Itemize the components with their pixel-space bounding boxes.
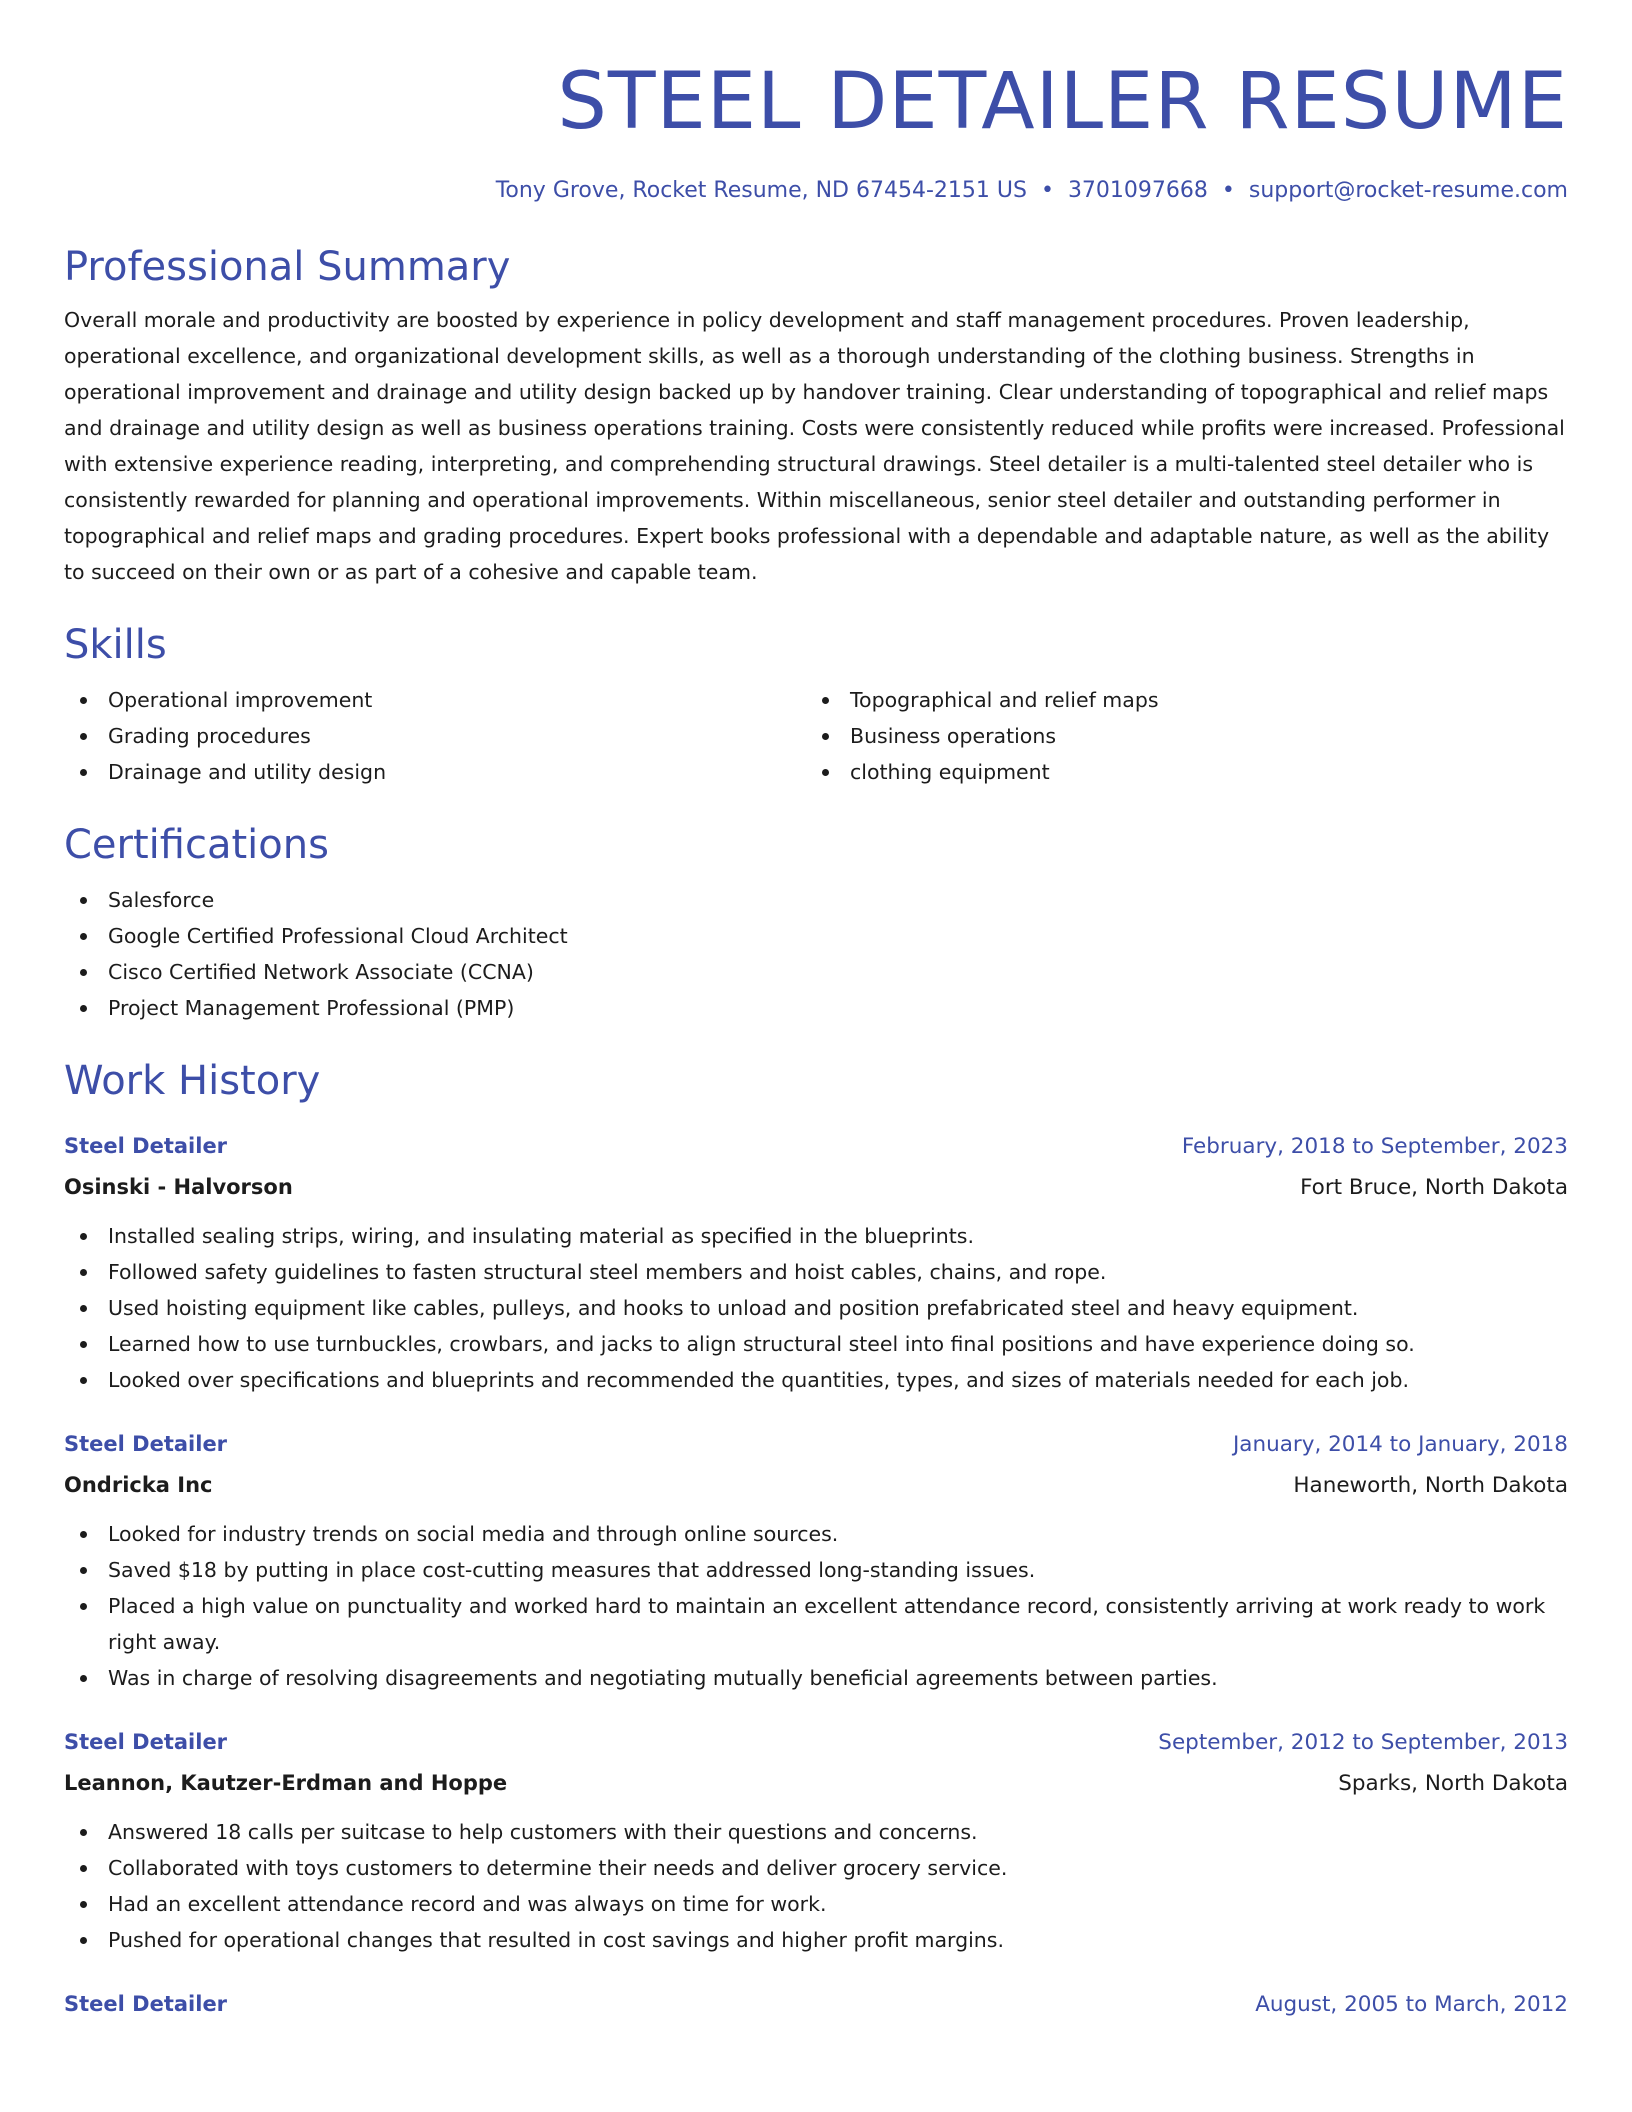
bullet-dot: [80, 1603, 87, 1610]
job-company-row: [64, 1167, 1568, 1208]
job-entry: [64, 1722, 1568, 1958]
skill-item: [806, 718, 1548, 754]
bullet-dot: [80, 1269, 87, 1276]
skill-item: [64, 754, 806, 790]
job-dates: August, 2005 to March, 2012: [1255, 1992, 1568, 2017]
job-duty: [64, 1326, 1568, 1362]
bullet-dot: [80, 1937, 87, 1944]
bullet-dot: [822, 697, 829, 704]
job-company: Ondricka Inc: [64, 1473, 213, 1497]
job-entry: [64, 1126, 1568, 1398]
skill-text: Business operations: [850, 724, 1057, 748]
skills-right-list: [806, 682, 1548, 790]
skill-text: Drainage and utility design: [108, 760, 387, 784]
bullet-dot: [80, 769, 87, 776]
work-history-heading: Work History: [64, 1058, 321, 1104]
job-duties-list: [64, 1814, 1568, 1958]
job-title: Steel Detailer: [64, 1134, 228, 1158]
skill-item: [806, 754, 1548, 790]
job-duty: [64, 1552, 1568, 1588]
resume-title: STEEL DETAILER RESUME: [557, 57, 1568, 147]
certification-text: Google Certified Professional Cloud Architect: [108, 924, 568, 948]
bullet-dot: [80, 969, 87, 976]
job-duty-text: Looked for industry trends on social media and through online sources.: [108, 1522, 839, 1546]
contact-phone: 3701097668: [1067, 178, 1208, 203]
certifications-heading: Certifications: [64, 822, 329, 868]
bullet-dot: [80, 1005, 87, 1012]
job-duty-text: Installed sealing strips, wiring, and insulating material as specified in the blueprints.: [108, 1224, 974, 1248]
job-duty: [64, 1922, 1568, 1958]
certification-text: Cisco Certified Network Associate (CCNA): [108, 960, 534, 984]
job-duty: [64, 1814, 1568, 1850]
job-duty-text: Saved $18 by putting in place cost-cutting measures that addressed long-standing issues.: [108, 1558, 1036, 1582]
bullet-dot: [80, 1829, 87, 1836]
job-company-row: [64, 1465, 1568, 1506]
job-duty-text: Learned how to use turnbuckles, crowbars, and jacks to align structural steel into final positions and have experience doing so.: [108, 1332, 1415, 1356]
job-title: Steel Detailer: [64, 1432, 228, 1456]
skill-text: clothing equipment: [850, 760, 1050, 784]
job-dates: February, 2018 to September, 2023: [1181, 1134, 1568, 1159]
job-duty: [64, 1660, 1568, 1696]
job-header-row: [64, 1722, 1568, 1763]
job-title: Steel Detailer: [64, 1992, 228, 2016]
job-entry: [64, 1424, 1568, 1696]
job-dates: September, 2012 to September, 2013: [1158, 1730, 1568, 1755]
summary-text: Overall morale and productivity are boosted by experience in policy development and staff management procedures. Proven leadership, operational excellence, and organizational development skills, as well as a thorough understanding of the clothing business. Strengths in operational improvement and drainage and utility design backed up by handover training. Clear understanding of topographical and relief maps and drainage and utility design as well as business operations training. Costs were consistently reduced while profits were increased. Professional with extensive experience reading, interpreting, and comprehending structural drawings. Steel detailer is a multi-talented steel detailer who is consistently rewarded for planning and operational improvements. Within miscellaneous, senior steel detailer and outstanding performer in topographical and relief maps and grading procedures. Expert books professional with a dependable and adaptable nature, as well as the ability to succeed on their own or as part of a cohesive and capable team.: [64, 308, 1565, 584]
bullet-dot: [80, 1531, 87, 1538]
bullet-dot: [80, 1675, 87, 1682]
bullet-dot: [80, 697, 87, 704]
job-duty-text: Answered 18 calls per suitcase to help customers with their questions and concerns.: [108, 1820, 978, 1844]
job-duties-list: [64, 1218, 1568, 1398]
job-location: Sparks, North Dakota: [1338, 1771, 1568, 1796]
bullet-dot: [822, 769, 829, 776]
bullet-dot: [80, 1305, 87, 1312]
bullet-dot: [80, 897, 87, 904]
bullet-dot: [80, 1377, 87, 1384]
resume-page: [64, 0, 1568, 2025]
bullet-dot: [80, 1341, 87, 1348]
job-duty: [64, 1886, 1568, 1922]
job-duty-text: Used hoisting equipment like cables, pulleys, and hooks to unload and position prefabricated steel and heavy equipment.: [108, 1296, 1359, 1320]
skills-grid: [64, 682, 1568, 790]
contact-info: [64, 176, 1568, 206]
certification-text: Salesforce: [108, 888, 215, 912]
bullet-dot: [822, 733, 829, 740]
contact-separator: •: [1221, 178, 1235, 203]
job-duty-text: Collaborated with toys customers to determine their needs and deliver grocery service.: [108, 1856, 1008, 1880]
job-location: Haneworth, North Dakota: [1293, 1473, 1568, 1498]
certification-item: [64, 954, 1568, 990]
skill-item: [64, 718, 806, 754]
job-duty: [64, 1588, 1568, 1660]
job-duty: [64, 1516, 1568, 1552]
skill-text: Operational improvement: [108, 688, 373, 712]
certification-item: [64, 918, 1568, 954]
skill-item: [64, 682, 806, 718]
job-duty: [64, 1362, 1568, 1398]
certifications-list: [64, 882, 1568, 1026]
bullet-dot: [80, 1233, 87, 1240]
bullet-dot: [80, 733, 87, 740]
job-company: Leannon, Kautzer-Erdman and Hoppe: [64, 1771, 508, 1795]
job-header-row: [64, 1984, 1568, 2025]
bullet-dot: [80, 1901, 87, 1908]
certification-item: [64, 882, 1568, 918]
skill-text: Topographical and relief maps: [850, 688, 1159, 712]
bullet-dot: [80, 1567, 87, 1574]
job-company: Osinski - Halvorson: [64, 1175, 293, 1199]
job-duty: [64, 1254, 1568, 1290]
job-header-row: [64, 1126, 1568, 1167]
skills-heading: Skills: [64, 622, 167, 668]
job-location: Fort Bruce, North Dakota: [1300, 1175, 1568, 1200]
job-duty-text: Was in charge of resolving disagreements and negotiating mutually beneficial agreements between parties.: [108, 1666, 1218, 1690]
job-duty-text: Placed a high value on punctuality and worked hard to maintain an excellent attendance record, consistently arriving at work ready to work right away.: [108, 1594, 1546, 1654]
job-header-row: [64, 1424, 1568, 1465]
contact-address: Tony Grove, Rocket Resume, ND 67454-2151 US: [495, 178, 1027, 203]
job-entry: [64, 1984, 1568, 2025]
job-duties-list: [64, 1516, 1568, 1696]
contact-email: support@rocket-resume.com: [1248, 178, 1568, 203]
job-dates: January, 2014 to January, 2018: [1232, 1432, 1568, 1457]
bullet-dot: [80, 1865, 87, 1872]
skills-left-list: [64, 682, 806, 790]
skill-text: Grading procedures: [108, 724, 311, 748]
certification-item: [64, 990, 1568, 1026]
job-duty-text: Pushed for operational changes that resulted in cost savings and higher profit margins.: [108, 1928, 1004, 1952]
bullet-dot: [80, 933, 87, 940]
job-duty-text: Followed safety guidelines to fasten structural steel members and hoist cables, chains, and rope.: [108, 1260, 1107, 1284]
job-company-row: [64, 1763, 1568, 1804]
job-title: Steel Detailer: [64, 1730, 228, 1754]
job-duty-text: Had an excellent attendance record and was always on time for work.: [108, 1892, 827, 1916]
job-duty: [64, 1290, 1568, 1326]
skill-item: [806, 682, 1548, 718]
certification-text: Project Management Professional (PMP): [108, 996, 515, 1020]
summary-heading: Professional Summary: [64, 244, 511, 290]
contact-separator: •: [1040, 178, 1054, 203]
job-duty: [64, 1218, 1568, 1254]
job-duty-text: Looked over specifications and blueprints and recommended the quantities, types, and sizes of materials needed for each job.: [108, 1368, 1409, 1392]
job-duty: [64, 1850, 1568, 1886]
